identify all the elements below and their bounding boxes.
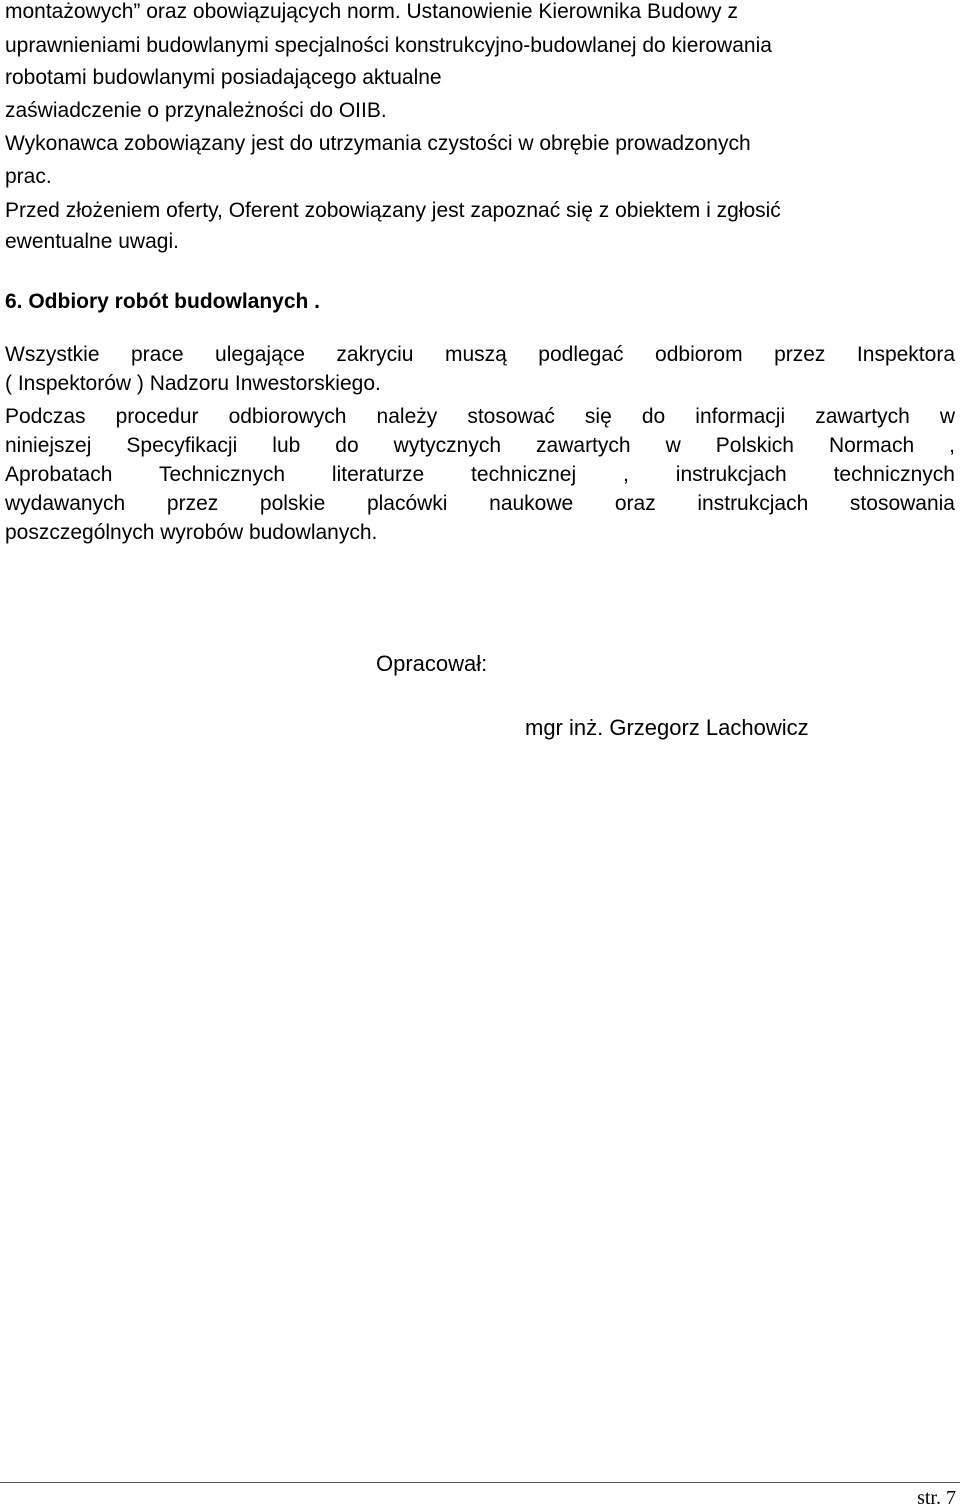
intro-line-1: montażowych” oraz obowiązujących norm. Ustanowienie Kierownika Budowy z [5, 0, 739, 23]
section-6-paragraph-1-line-1: Wszystkie prace ulegające zakryciu muszą podlegać odbiorom przez Inspektora [5, 343, 955, 366]
section-6-paragraph-2-last-line: poszczególnych wyrobów budowlanych. [5, 521, 378, 544]
signature-label: Opracował: [376, 651, 488, 676]
section-6-paragraph-2-line-1: Podczas procedur odbiorowych należy stosować się do informacji zawartych w [5, 405, 955, 428]
intro-line-6: prac. [5, 165, 52, 188]
offer-paragraph-line-2: ewentualne uwagi. [5, 230, 179, 253]
intro-line-2: uprawnieniami budowlanymi specjalności konstrukcyjno-budowlanej do kierowania [5, 34, 772, 57]
intro-line-5: Wykonawca zobowiązany jest do utrzymania czystości w obrębie prowadzonych [5, 132, 751, 155]
section-6-heading: 6. Odbiory robót budowlanych . [5, 290, 321, 313]
intro-line-3: robotami budowlanymi posiadającego aktualne [5, 66, 442, 89]
section-6-paragraph-1-line-2: ( Inspektorów ) Nadzoru Inwestorskiego. [5, 372, 381, 395]
footer-divider [0, 1482, 960, 1483]
page-number: str. 7 [917, 1487, 956, 1509]
offer-paragraph-line-1: Przed złożeniem oferty, Oferent zobowiązany jest zapoznać się z obiektem i zgłosić [5, 199, 781, 222]
section-6-paragraph-2-line-4: wydawanych przez polskie placówki naukowe oraz instrukcjach stosowania [5, 492, 955, 515]
intro-line-4: zaświadczenie o przynależności do OIIB. [5, 99, 387, 122]
section-6-paragraph-2-line-2: niniejszej Specyfikacji lub do wytycznych zawartych w Polskich Normach , [5, 434, 955, 457]
section-6-paragraph-2-line-3: Aprobatach Technicznych literaturze technicznej , instrukcjach technicznych [5, 463, 955, 486]
signature-name: mgr inż. Grzegorz Lachowicz [525, 715, 809, 740]
